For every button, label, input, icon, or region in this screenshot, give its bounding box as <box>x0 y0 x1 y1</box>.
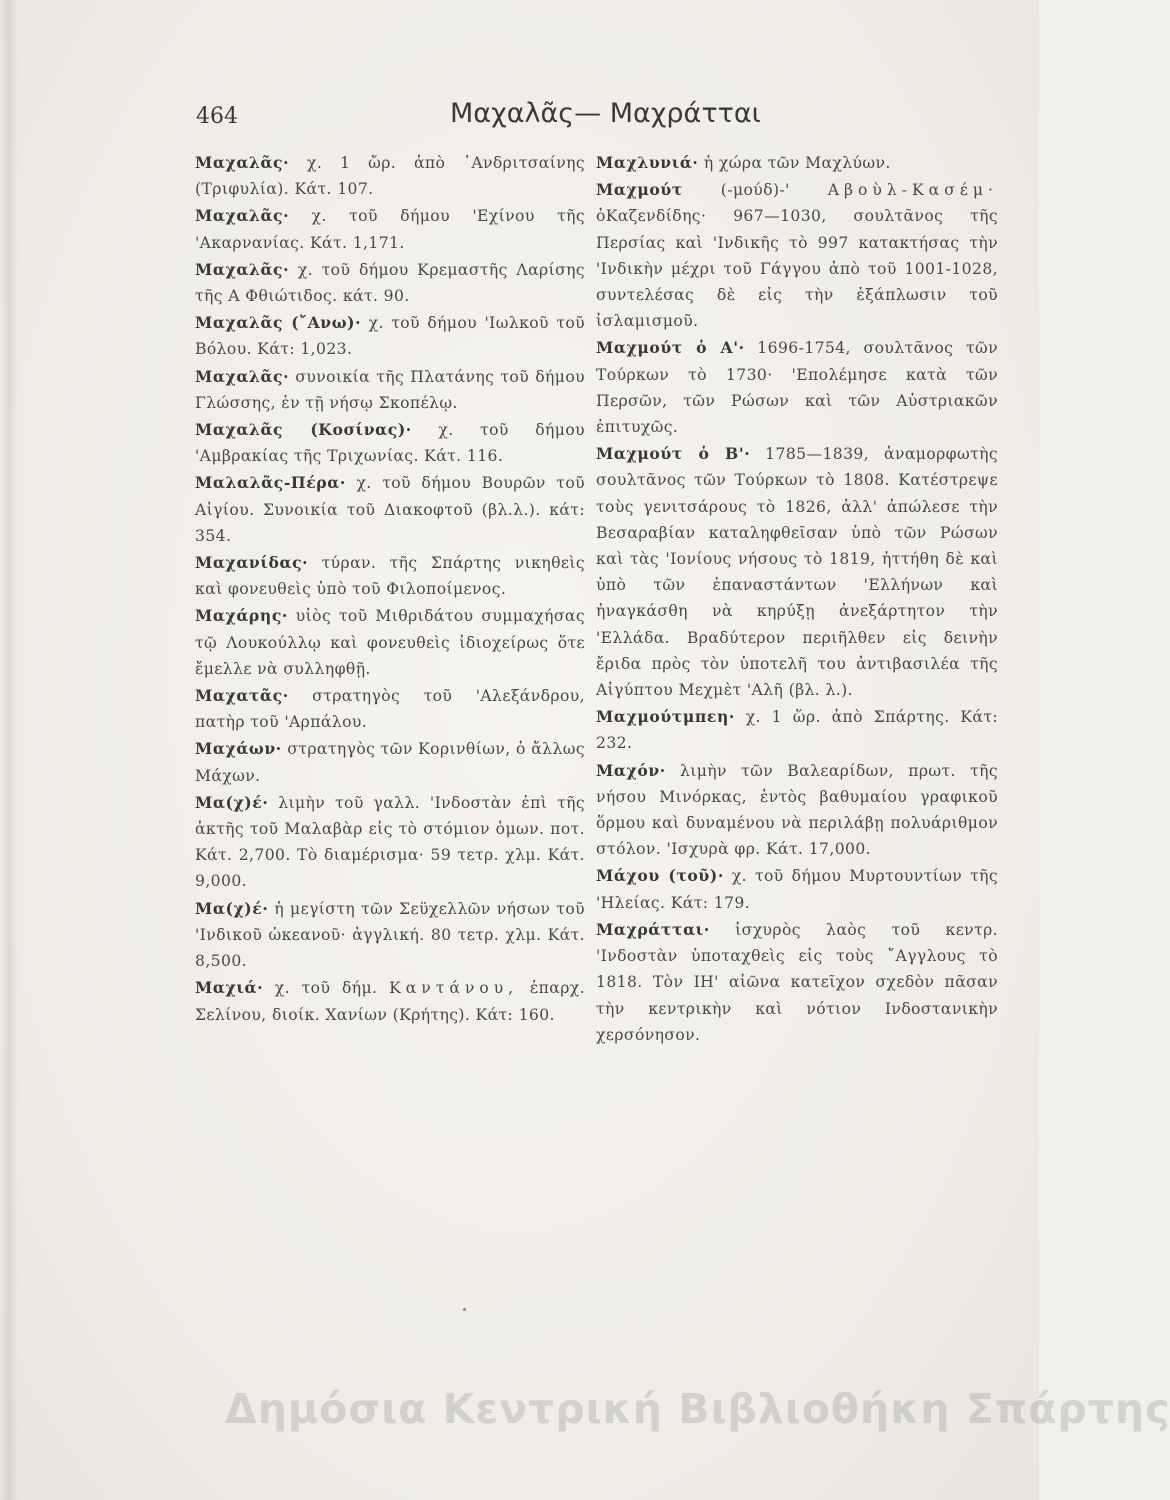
dictionary-entry <box>195 896 585 975</box>
entry-headword: Μαχόν· <box>596 760 666 780</box>
dictionary-entry <box>195 975 585 1027</box>
dictionary-entry <box>195 683 585 735</box>
entry-text: ἰσχυρὸς λαὸς τοῦ κεντρ. 'Ινδοστὰν ὑποταχθεὶς εἰς τοὺς ῎Αγγλους τὸ 1818. Τὸν ΙΗ' αἰῶνα κατεῖχον σχεδὸν πᾶσαν τὴν κεντρικὴν καὶ νότιον Ινδοστανικὴν χερσόνησον. <box>596 920 999 1044</box>
dictionary-entry <box>195 257 585 309</box>
entry-headword: Μαχανίδας· <box>195 553 309 573</box>
entry-text: χ. τοῦ δήμου 'Αμβρακίας τῆς Τριχωνίας. Κάτ. 116. <box>195 421 585 466</box>
dictionary-entry <box>596 150 998 176</box>
entry-text: χ. τοῦ δήμου 'Ιωλκοῦ τοῦ Βόλου. Κάτ: 1,023. <box>195 314 586 359</box>
dictionary-entry <box>596 441 998 703</box>
entry-headword: Μαχράτται· <box>596 919 710 939</box>
page-edge-shadow <box>0 0 18 1500</box>
entry-text-continued: ὁΚαζενδίδης· 967—1030, σουλτᾶνος τῆς Περσίας καὶ 'Ινδικῆς τὸ 997 κατακτήσας τὴν 'Ινδικὴν μέχρι τοῦ Γάγγου ἀπὸ τοῦ 1001-1028, συντελέσας δὲ εἰς τὴν ἐξάπλωσιν τοῦ ἰσλαμισμοῦ. <box>596 207 998 331</box>
entry-headword: Μαχαλᾶς (῎Ανω)· <box>195 313 362 333</box>
dictionary-entry <box>195 310 585 362</box>
entry-headword: Μαχαλᾶς· <box>195 153 290 172</box>
entry-text: χ. τοῦ δήμου Βουρῶν τοῦ Αἰγίου. Συνοικία τοῦ Διακοφτοῦ (βλ.λ.). κάτ: 354. <box>195 474 585 545</box>
entry-text: 1696-1754, σουλτᾶνος τῶν Τούρκων τὸ 1730· 'Επολέμησε κατὰ τῶν Περσῶν, τῶν Ρώσων καὶ τῶν Αὐστριακῶν ἐπιτυχῶς. <box>596 339 998 437</box>
entry-headword: Μαλαλᾶς-Πέρα· <box>195 473 346 493</box>
dictionary-entry <box>195 790 585 895</box>
entry-text-continued: ἐπαρχ. Σελίνου, διοίκ. Χανίων (Κρήτης). Κάτ: 160. <box>195 979 586 1024</box>
library-watermark: Δημόσια Κεντρική Βιβλιοθήκη Σπάρτης <box>225 1385 1170 1433</box>
dictionary-entry <box>195 364 585 416</box>
dictionary-entry <box>195 203 585 255</box>
entry-headword: Μαχιά· <box>195 978 264 998</box>
entry-text: στρατηγὸς τοῦ 'Αλεξάνδρου, πατὴρ τοῦ 'Αρπάλου. <box>195 687 585 732</box>
entry-headword: Μαχλυνιά· <box>596 153 699 172</box>
dictionary-entry <box>596 335 998 440</box>
entry-headword: Μαχαλᾶς (Κοσίνας)· <box>195 420 412 440</box>
dictionary-entry <box>195 736 585 788</box>
dictionary-entry <box>195 550 585 602</box>
dictionary-entry <box>596 177 998 334</box>
entry-headword: Μαχάρης· <box>195 606 288 626</box>
entry-headword: Μαχμούτ <box>596 180 683 200</box>
entry-text: στρατηγὸς τῶν Κορινθίων, ὁ ἄλλως Μάχων. <box>195 740 585 785</box>
entry-headword: Μαχαλᾶς· <box>195 206 290 226</box>
entry-text: υἱὸς τοῦ Μιθριδάτου συμμαχήσας τῷ Λουκούλλῳ καὶ φονευθεὶς ἰδιοχείρως ὅτε ἔμελλε νὰ συλληφθῇ. <box>195 607 585 678</box>
entry-text: συνοικία τῆς Πλατάνης τοῦ δήμου Γλώσσης, ἐν τῇ νήσῳ Σκοπέλῳ. <box>195 367 585 412</box>
page-header <box>190 98 870 134</box>
left-column <box>195 150 585 1029</box>
entry-text: χ. 1 ὥρ. ἀπὸ Σπάρτης. Κάτ: 232. <box>596 708 998 753</box>
entry-text: λιμὴν τοῦ γαλλ. 'Ινδοστὰν ἐπὶ τῆς ἀκτῆς τοῦ Μαλαβὰρ εἰς τὸ στόμιον ὁμων. ποτ. Κάτ. 2,700. Τὸ διαμέρισμα· 59 τετρ. χλμ. Κάτ. 9,000. <box>195 793 585 891</box>
entry-headword: Μα(χ)έ· <box>195 792 269 812</box>
entry-text: (-μούδ)-' <box>720 181 790 200</box>
entry-text: χ. 1 ὤρ. ἀπὸ ᾿Ανδριτσαίνης (Τριφυλία). Κάτ. 107. <box>195 154 586 199</box>
dictionary-entry <box>195 470 585 549</box>
entry-text: λιμὴν τῶν Βαλεαρίδων, πρωτ. τῆς νήσου Μινόρκας, ἐντὸς βαθυμαίου γραφικοῦ ὅρμου καὶ δυναμένου νὰ περιλάβῃ πολυάριθμον στόλον. 'Ισχυρὰ φρ. Κάτ. 17,000. <box>596 761 998 859</box>
ink-speck <box>463 1308 466 1311</box>
entry-spaced-name: Καντάνου, <box>389 979 519 998</box>
entry-headword: Μάχου (τοῦ)· <box>596 866 724 886</box>
entry-text: ἡ μεγίστη τῶν Σεϋχελλῶν νήσων τοῦ 'Ινδικοῦ ὠκεανοῦ· ἀγγλική. 80 τετρ. χλμ. Κάτ. 8,500. <box>195 899 586 971</box>
entry-headword: Μαχμούτμπεη· <box>596 707 735 727</box>
entry-headword: Μαχαλᾶς· <box>195 366 290 386</box>
entry-text: ἡ χώρα τῶν Μαχλύων. <box>703 154 891 172</box>
dictionary-entry <box>195 603 585 682</box>
entry-text: τύραν. τῆς Σπάρτης νικηθεὶς καὶ φονευθεὶς ὑπὸ τοῦ Φιλοποίμενος. <box>195 554 585 599</box>
entry-text: χ. τοῦ δήμ. <box>274 979 378 998</box>
right-column <box>596 150 998 1049</box>
dictionary-entry <box>596 917 998 1048</box>
dictionary-entry <box>596 704 998 756</box>
entry-spaced-name: Αβοὺλ-Κασέμ· <box>827 181 999 200</box>
entry-text: χ. τοῦ δήμου Κρεμαστῆς Λαρίσης τῆς Α Φθιώτιδος. κάτ. 90. <box>195 260 585 306</box>
dictionary-entry <box>596 863 998 915</box>
entry-headword: Μα(χ)έ· <box>195 898 269 918</box>
dictionary-entry <box>195 150 585 202</box>
page-number: 464 <box>196 104 238 129</box>
entry-headword: Μαχάων· <box>195 739 282 759</box>
entry-headword: Μαχατᾶς· <box>195 686 289 706</box>
dictionary-entry <box>596 758 998 863</box>
entry-headword: Μαχαλᾶς· <box>195 259 290 279</box>
running-head: Μαχαλᾶς— Μαχράτται <box>450 98 761 129</box>
entry-text: χ. τοῦ δήμου 'Εχίνου τῆς 'Ακαρνανίας. Κάτ. 1,171. <box>195 207 585 252</box>
entry-headword: Μαχμούτ ὁ Β'· <box>596 444 751 464</box>
entry-text: χ. τοῦ δήμου Μυρτουντίων τῆς 'Ηλείας. Κάτ: 179. <box>596 867 999 912</box>
entry-text: 1785—1839, ἀναμορφωτὴς σουλτᾶνος τῶν Τούρκων τὸ 1808. Κατέστρεψε τοὺς γενιτσάρους τὸ 1826, ἀλλ' ἀπώλεσε τὴν Βεσαραβίαν καταληφθεῖσαν ὑπὸ τῶν Ρώσων καὶ τὰς 'Ιονίους νήσους τὸ 1819, ἡττήθη δὲ καὶ ὑπὸ τῶν ἐπαναστάντων 'Ελλήνων καὶ ἠναγκάσθη νὰ κηρύξῃ ἀνεξάρτητον τὴν 'Ελλάδα. Βραδύτερον περιῆλθεν εἰς δεινὴν ἔριδα πρὸς τὸν ὑποτελῆ του ἀντιβασιλέα τῆς Αἰγύπτου Μεχμὲτ 'Αλῆ (βλ. λ.). <box>596 445 998 700</box>
entry-headword: Μαχμούτ ὁ Α'· <box>596 338 745 358</box>
dictionary-entry <box>195 417 585 469</box>
